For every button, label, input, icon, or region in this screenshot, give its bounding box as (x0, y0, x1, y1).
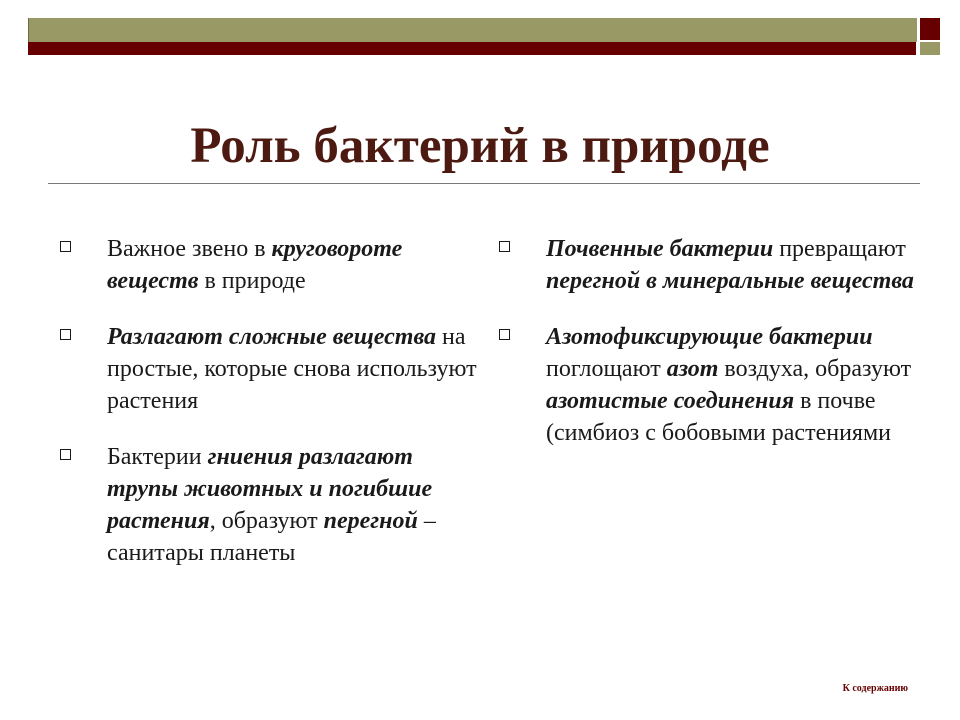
bullet-text: в природе (198, 268, 306, 294)
slide-title: Роль бактерий в природе (190, 118, 770, 175)
emphasis-text: азот (666, 356, 719, 382)
right-bullet-list (499, 233, 919, 473)
emphasis-text: Почвенные бактерии (546, 236, 774, 262)
square-bullet-icon (60, 449, 71, 460)
emphasis-text: перегной (323, 508, 418, 534)
bullet-text: воздуха, образуют (718, 356, 912, 382)
emphasis-text: Азотофиксирующие бактерии (546, 324, 873, 350)
header-band-maroon (28, 42, 916, 55)
emphasis-text: гниения разлагают трупы животных и погибшие растения (107, 444, 433, 534)
square-bullet-icon (499, 329, 510, 340)
bullet-item (499, 233, 919, 297)
emphasis-text: перегной в минеральные вещества (546, 268, 914, 294)
square-bullet-icon (499, 241, 510, 252)
bullet-text: превращают (773, 236, 906, 262)
bullet-item (60, 321, 480, 417)
emphasis-text: круговороте веществ (107, 236, 403, 294)
bullet-text: Важное звено в (107, 236, 272, 262)
left-bullet-list (60, 233, 480, 593)
bullet-text: – санитары планеты (107, 508, 436, 566)
bullet-text: Бактерии (107, 444, 208, 470)
bullet-item (499, 321, 919, 449)
title-divider (48, 183, 920, 184)
table-of-contents-link[interactable]: К содержанию (842, 683, 908, 694)
header-corner-olive (920, 42, 940, 55)
emphasis-text: Разлагают сложные вещества (107, 324, 437, 350)
bullet-text: поглощают (546, 356, 667, 382)
bullet-item (60, 441, 480, 569)
emphasis-text: азотистые соединения (546, 388, 795, 414)
bullet-item (60, 233, 480, 297)
bullet-text: на простые, которые снова используют растения (107, 324, 477, 414)
square-bullet-icon (60, 329, 71, 340)
square-bullet-icon (60, 241, 71, 252)
header-band-olive (28, 18, 917, 42)
bullet-text: , образуют (209, 508, 324, 534)
header-corner-maroon (920, 18, 940, 40)
bullet-text: в почве (симбиоз с бобовыми растениями (546, 388, 891, 446)
